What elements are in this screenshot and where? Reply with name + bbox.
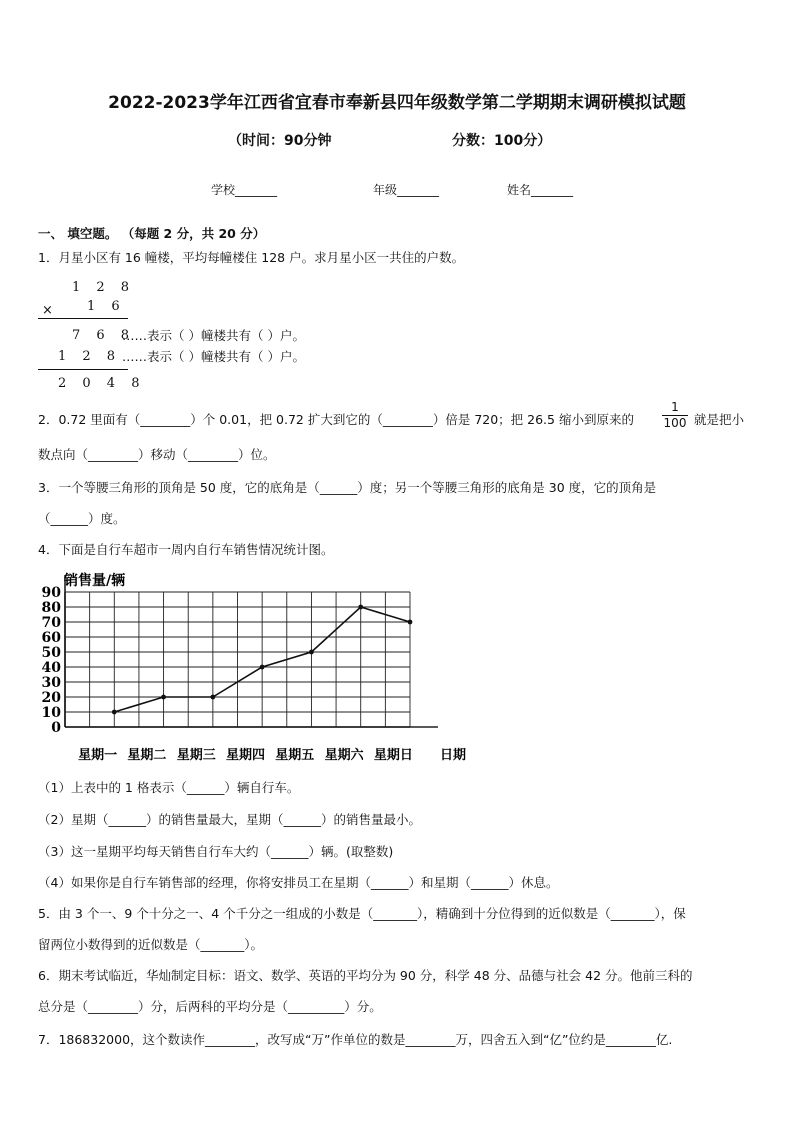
question-4-sub-3: （3）这一星期平均每天销售自行车大约（______）辆。(取整数)	[38, 844, 394, 859]
calc-row-multiplier: 1 6	[87, 299, 126, 314]
data-point	[309, 650, 314, 655]
x-tick-labels	[78, 747, 413, 763]
y-tick-label: 40	[41, 660, 61, 676]
calc-note-2: ……表示（ ）幢楼共有（ ）户。	[122, 349, 305, 364]
calc-row-product: 2 0 4 8	[58, 376, 146, 391]
fraction-1-100	[662, 401, 688, 430]
grade-field: 年级_______	[373, 183, 440, 197]
y-tick-label: 80	[41, 600, 61, 616]
x-axis-label: 日期	[440, 748, 467, 763]
data-point	[408, 620, 413, 625]
fraction-denominator: 100	[663, 416, 687, 430]
question-3-line-2: （______）度。	[38, 511, 126, 526]
data-point	[260, 665, 265, 670]
sales-line-chart	[30, 565, 480, 770]
y-tick-labels	[42, 585, 62, 736]
calc-row-partial-1: 7 6 8	[72, 328, 136, 343]
y-tick-label: 70	[41, 615, 61, 631]
question-1-text: 1．月星小区有 16 幢楼，平均每幢楼住 128 户。求月星小区一共住的户数。	[38, 250, 465, 265]
exam-score: 分数：100分）	[452, 133, 552, 149]
school-field: 学校_______	[211, 183, 278, 197]
data-point	[161, 695, 166, 700]
y-tick-label: 10	[41, 705, 61, 721]
y-tick-label: 50	[41, 645, 61, 661]
calc-note-1: ……表示（ ）幢楼共有（ ）户。	[122, 328, 305, 343]
question-2-line-1: 2．0.72 里面有（________）个 0.01，把 0.72 扩大到它的（________）倍是 720；把 26.5 缩小到原来的	[38, 412, 634, 427]
y-tick-label: 0	[51, 720, 61, 736]
x-tick-label: 星期四	[225, 748, 266, 763]
question-4-text: 4．下面是自行车超市一周内自行车销售情况统计图。	[38, 542, 334, 557]
x-tick-label: 星期三	[176, 748, 216, 763]
data-point	[358, 605, 363, 610]
question-7-line-1: 7．186832000，这个数读作________，改写成“万”作单位的数是________万，四舍五入到“亿”位约是________亿.	[38, 1032, 673, 1047]
question-6-line-1: 6．期末考试临近，华灿制定目标：语文、数学、英语的平均分为 90 分，科学 48 分、品德与社会 42 分。他前三科的	[38, 968, 693, 983]
y-axis-label: 销售量/辆	[64, 573, 126, 589]
x-tick-label: 星期六	[324, 748, 364, 763]
times-sign: ×	[42, 303, 53, 318]
x-tick-label: 星期日	[373, 748, 413, 763]
data-point	[112, 710, 117, 715]
y-tick-label: 90	[41, 585, 61, 601]
fraction-numerator: 1	[671, 400, 679, 414]
question-2-line-2: 数点向（________）移动（________）位。	[38, 447, 276, 462]
exam-time: （时间：90分钟	[228, 133, 332, 149]
calc-row-partial-2: 1 2 8	[58, 349, 122, 364]
chart-grid	[65, 575, 438, 727]
y-tick-label: 30	[41, 675, 61, 691]
question-3-line-1: 3．一个等腰三角形的顶角是 50 度，它的底角是（______）度；另一个等腰三角形的底角是 30 度，它的顶角是	[38, 480, 657, 495]
question-5-line-2: 留两位小数得到的近似数是（_______）。	[38, 937, 264, 952]
x-tick-label: 星期二	[127, 748, 167, 763]
page-title: 2022-2023学年江西省宜春市奉新县四年级数学第二学期期末调研模拟试题	[108, 93, 686, 113]
name-field: 姓名_______	[507, 183, 574, 197]
question-4-sub-1: （1）上表中的 1 格表示（______）辆自行车。	[38, 780, 300, 795]
calc-row-multiplicand: 1 2 8	[72, 280, 136, 295]
question-6-line-2: 总分是（________）分，后两科的平均分是（_________）分。	[38, 999, 382, 1014]
section-heading: 一、 填空题。 （每题 2 分，共 20 分）	[38, 226, 266, 241]
question-2-line-1-end: 就是把小	[694, 412, 745, 427]
data-point	[210, 695, 215, 700]
question-5-line-1: 5．由 3 个一、9 个十分之一、4 个千分之一组成的小数是（_______），精确到十分位得到的近似数是（_______），保	[38, 906, 686, 921]
calc-rule-2	[38, 369, 128, 370]
question-4-sub-4: （4）如果你是自行车销售部的经理，你将安排员工在星期（______）和星期（______）休息。	[38, 875, 559, 890]
y-tick-label: 20	[41, 690, 61, 706]
y-tick-label: 60	[41, 630, 61, 646]
calc-rule-1	[38, 318, 128, 319]
question-4-sub-2: （2）星期（______）的销售量最大，星期（______）的销售量最小。	[38, 812, 421, 827]
x-tick-label: 星期五	[275, 748, 315, 763]
x-tick-label: 星期一	[78, 748, 118, 763]
